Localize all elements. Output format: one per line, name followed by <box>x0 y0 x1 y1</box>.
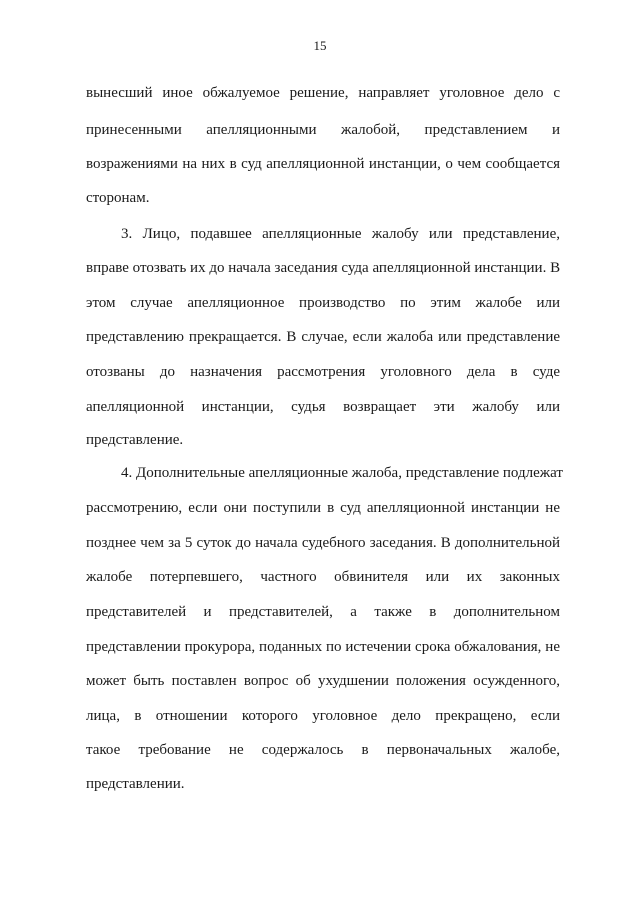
text-line: принесенными апелляционными жалобой, представлением и <box>86 122 560 138</box>
text-line: апелляционной инстанции, судья возвращает эти жалобу или <box>86 399 560 415</box>
text-line: вправе отозвать их до начала заседания суда апелляционной инстанции. В <box>86 260 561 276</box>
text-line: сторонам. <box>86 190 150 206</box>
text-line: может быть поставлен вопрос об ухудшении положения осужденного, <box>86 673 560 689</box>
text-line: 4. Дополнительные апелляционные жалоба, представление подлежат <box>121 465 563 481</box>
text-line: представлению прекращается. В случае, если жалоба или представление <box>86 329 560 345</box>
page-number: 15 <box>313 38 327 53</box>
text-line: рассмотрению, если они поступили в суд апелляционной инстанции не <box>86 500 560 516</box>
text-line: вынесший иное обжалуемое решение, направляет уголовное дело с <box>86 85 560 101</box>
text-line: отозваны до назначения рассмотрения уголовного дела в суде <box>86 364 560 380</box>
text-line: представлении прокурора, поданных по истечении срока обжалования, не <box>86 639 560 655</box>
text-line: жалобе потерпевшего, частного обвинителя или их законных <box>86 569 560 585</box>
text-line: представление. <box>86 432 184 448</box>
text-line: 3. Лицо, подавшее апелляционные жалобу или представление, <box>121 226 560 242</box>
text-line: такое требование не содержалось в первоначальных жалобе, <box>86 742 560 758</box>
text-line: представлении. <box>86 776 185 792</box>
text-line: возражениями на них в суд апелляционной инстанции, о чем сообщается <box>86 156 560 172</box>
text-line: представителей и представителей, а также в дополнительном <box>86 604 560 620</box>
text-line: этом случае апелляционное производство по этим жалобе или <box>86 295 560 311</box>
text-line: лица, в отношении которого уголовное дело прекращено, если <box>86 708 560 724</box>
text-line: позднее чем за 5 суток до начала судебного заседания. В дополнительной <box>86 535 560 551</box>
